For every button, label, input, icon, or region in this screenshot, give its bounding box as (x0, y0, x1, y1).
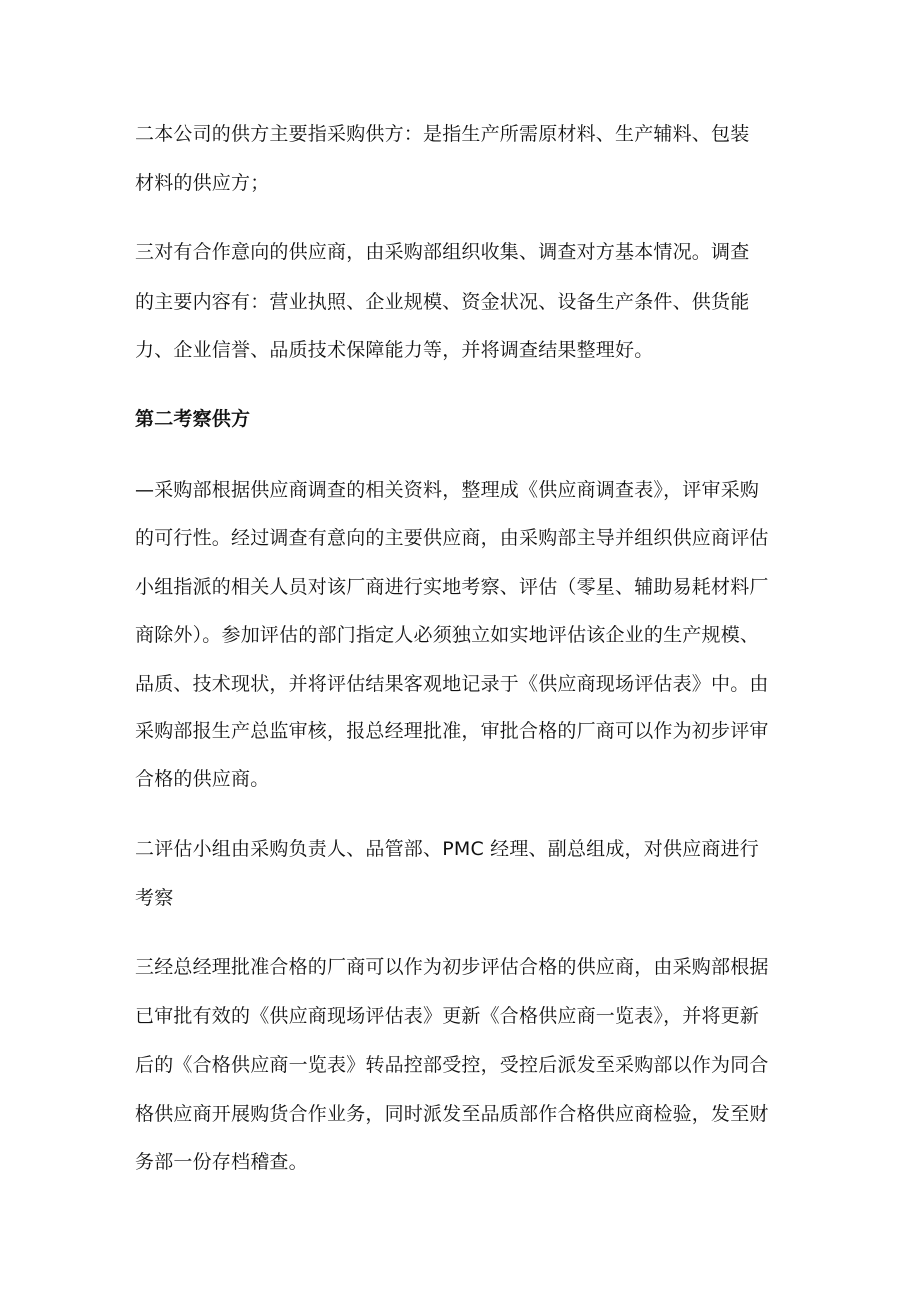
paragraph-3-line-1: —采购部根据供应商调查的相关资料，整理成《供应商调查表》，评审采购 (135, 479, 760, 501)
paragraph-5-line-5: 务部一份存档稽查。 (135, 1151, 308, 1173)
paragraph-1-line-2: 材料的供应方； (135, 172, 270, 194)
paragraph-3-line-4: 商除外）。参加评估的部门指定人必须独立如实地评估该企业的生产规模、 (135, 624, 760, 646)
paragraph-3-line-2: 的可行性。经过调查有意向的主要供应商，由采购部主导并组织供应商评估 (135, 527, 769, 549)
paragraph-5-line-3: 后的《合格供应商一览表》转品控部受控，受控后派发至采购部以作为同合 (135, 1054, 769, 1076)
paragraph-2-line-3: 力、企业信誉、品质技术保障能力等，并将调查结果整理好。 (135, 339, 654, 361)
paragraph-3-line-5: 品质、技术现状，并将评估结果客观地记录于《供应商现场评估表》中。由 (135, 673, 769, 695)
paragraph-1-line-1: 二本公司的供方主要指采购供方：是指生产所需原材料、生产辅料、包装 (135, 123, 750, 145)
paragraph-5-line-4: 格供应商开展购货合作业务，同时派发至品质部作合格供应商检验，发至财 (135, 1103, 769, 1125)
paragraph-2-line-1: 三对有合作意向的供应商，由采购部组织收集、调查对方基本情况。调查 (135, 241, 750, 263)
paragraph-5-line-2: 已审批有效的《供应商现场评估表》更新《合格供应商一览表》，并将更新 (135, 1005, 760, 1027)
paragraph-2-line-2: 的主要内容有：营业执照、企业规模、资金状况、设备生产条件、供货能 (135, 291, 750, 313)
paragraph-4-line-2: 考察 (135, 887, 174, 909)
paragraph-5-line-1: 三经总经理批准合格的厂商可以作为初步评估合格的供应商，由采购部根据 (135, 956, 769, 978)
paragraph-3-line-7: 合格的供应商。 (135, 768, 270, 790)
paragraph-3-line-6: 采购部报生产总监审核，报总经理批准，审批合格的厂商可以作为初步评审 (135, 720, 769, 742)
paragraph-3-line-3: 小组指派的相关人员对该厂商进行实地考察、评估（零星、辅助易耗材料厂 (135, 576, 769, 598)
paragraph-4-line-1: 二评估小组由采购负责人、品管部、PMC 经理、副总组成，对供应商进行 (135, 838, 759, 860)
section-heading: 第二考察供方 (135, 408, 251, 430)
